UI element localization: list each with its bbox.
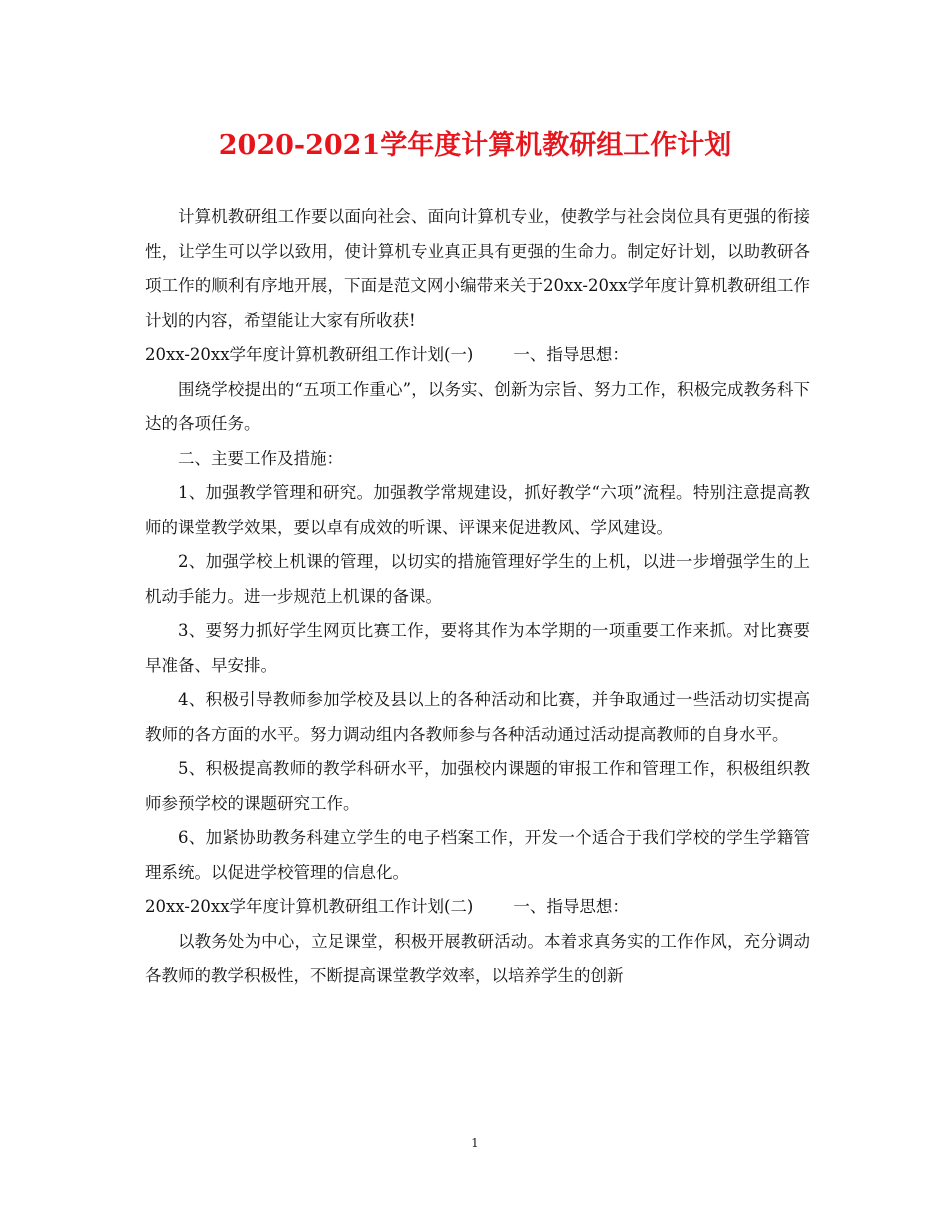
work-item-5: 5、积极提高教师的教学科研水平，加强校内课题的审报工作和管理工作，积极组织教师参预学校的课题研究工作。 <box>145 759 810 813</box>
guiding-thought-heading-2: 一、指导思想： <box>513 897 629 916</box>
work-item-1: 1、加强教学管理和研究。加强教学常规建设，抓好教学“六项”流程。特别注意提高教师的课堂教学效果，要以卓有成效的听课、评课来促进教风、学风建设。 <box>145 483 810 537</box>
work-item-3: 3、要努力抓好学生网页比赛工作，要将其作为本学期的一项重要工作来抓。对比赛要早准备、早安排。 <box>145 621 810 675</box>
guiding-thought-heading: 一、指导思想： <box>513 345 629 364</box>
work-item-2: 2、加强学校上机课的管理，以切实的措施管理好学生的上机，以进一步增强学生的上机动手能力。进一步规范上机课的备课。 <box>145 552 810 606</box>
plan-two-heading: 20xx-20xx学年度计算机教研组工作计划(二) <box>145 897 474 916</box>
main-work-heading: 二、主要工作及措施： <box>178 448 343 468</box>
intro-paragraph: 计算机教研组工作要以面向社会、面向计算机专业，使教学与社会岗位具有更强的衔接性，让学生可以学以致用，使计算机专业真正具有更强的生命力。制定好计划，以助教研各项工作的顺利有序地开展，下面是范文网小编带来关于20xx-20xx学年度计算机教研组工作计划的内容，希望能让大家有所收获! <box>145 207 810 330</box>
section-heading-line-2 <box>145 890 810 925</box>
document-title: 2020-2021学年度计算机教研组工作计划 <box>218 130 732 161</box>
work-item-4: 4、积极引导教师参加学校及县以上的各种活动和比赛，并争取通过一些活动切实提高教师的各方面的水平。努力调动组内各教师参与各种活动通过活动提高教师的自身水平。 <box>145 690 810 744</box>
page-number: 1 <box>471 1136 479 1150</box>
plan-one-heading: 20xx-20xx学年度计算机教研组工作计划(一) <box>145 345 474 364</box>
guiding-thought-paragraph: 围绕学校提出的“五项工作重心”，以务实、创新为宗旨、努力工作，积极完成教务科下达的各项任务。 <box>145 379 810 433</box>
document-body <box>145 200 810 994</box>
section-heading-line <box>145 338 810 373</box>
work-item-6: 6、加紧协助教务科建立学生的电子档案工作，开发一个适合于我们学校的学生学籍管理系统。以促进学校管理的信息化。 <box>145 828 810 882</box>
plan-two-guiding-paragraph: 以教务处为中心，立足课堂，积极开展教研活动。本着求真务实的工作作风，充分调动各教师的教学积极性，不断提高课堂教学效率，以培养学生的创新 <box>145 931 810 985</box>
